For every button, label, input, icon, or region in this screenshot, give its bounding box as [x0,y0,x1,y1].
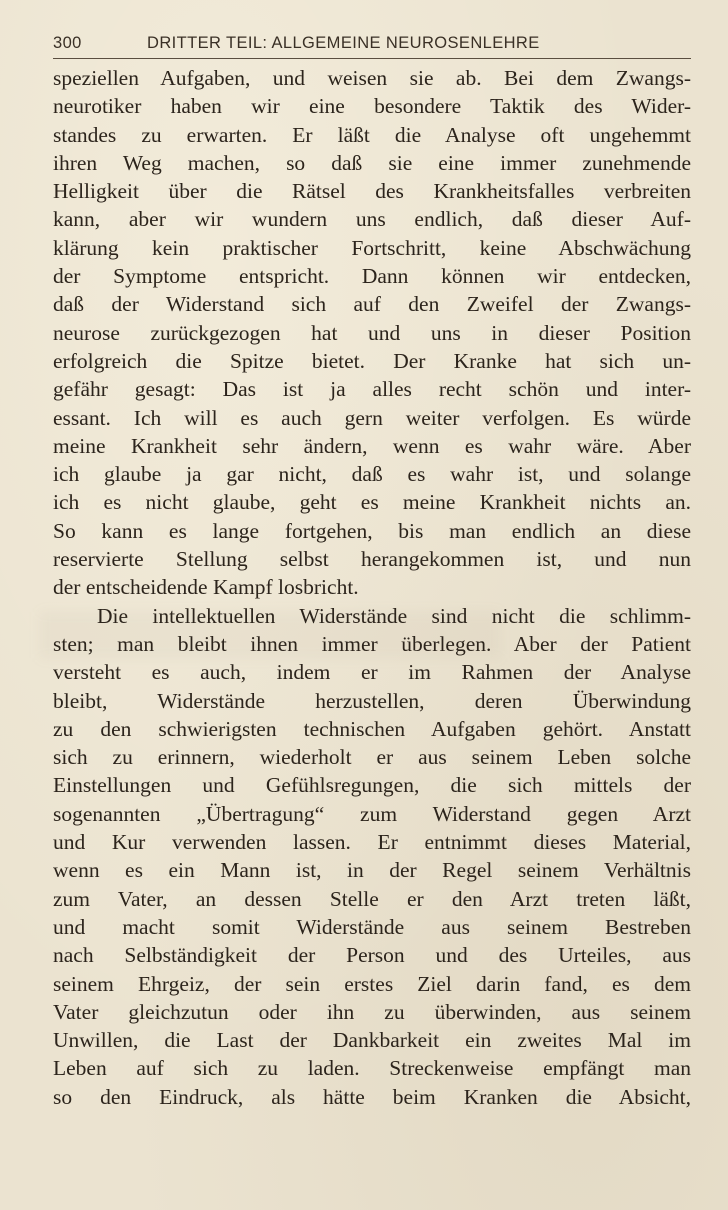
text-line: kann, aber wir wundern uns endlich, daß dieser Auf- [53,207,691,232]
paragraph [53,64,691,602]
text-line: daß der Widerstand sich auf den Zweifel der Zwangs- [53,292,691,317]
text-line: reservierte Stellung selbst herangekommen ist, und nun [53,547,691,572]
text-line: Vater gleichzutun oder ihn zu überwinden, aus seinem [53,999,691,1024]
text-line: So kann es lange fortgehen, bis man endlich an diese [53,518,691,543]
text-line: der Symptome entspricht. Dann können wir entdecken, [53,264,691,289]
text-line: zum Vater, an dessen Stelle er den Arzt treten läßt, [53,886,691,911]
paragraph [53,602,691,1111]
text-line: klärung kein praktischer Fortschritt, keine Abschwächung [53,235,691,260]
text-line: sten; man bleibt ihnen immer überlegen. Aber der Patient [53,631,691,656]
text-line: und Kur verwenden lassen. Er entnimmt dieses Material, [53,830,691,855]
text-line: sogenannten „Übertragung“ zum Widerstand gegen Arzt [53,801,691,826]
text-line: so den Eindruck, als hätte beim Kranken die Absicht, [53,1084,691,1109]
text-line: neurose zurückgezogen hat und uns in dieser Position [53,320,691,345]
text-line: meine Krankheit sehr ändern, wenn es wahr wäre. Aber [53,433,691,458]
running-title: DRITTER TEIL: ALLGEMEINE NEUROSENLEHRE [147,34,540,52]
header-rule [53,58,691,59]
text-line: der entscheidende Kampf losbricht. [53,575,359,600]
text-line: ich es nicht glaube, geht es meine Krankheit nichts an. [53,490,691,515]
text-line: Einstellungen und Gefühlsregungen, die sich mittels der [53,773,691,798]
text-line: zu den schwierigsten technischen Aufgaben gehört. Anstatt [53,716,691,741]
text-line: essant. Ich will es auch gern weiter verfolgen. Es würde [53,405,691,430]
running-header [53,34,691,56]
body-text [53,64,691,1111]
text-line: bleibt, Widerstände herzustellen, deren Überwindung [53,688,691,713]
text-line: gefähr gesagt: Das ist ja alles recht schön und inter- [53,377,691,402]
text-line: Die intellektuellen Widerstände sind nicht die schlimm- [97,603,691,628]
text-line: speziellen Aufgaben, und weisen sie ab. Bei dem Zwangs- [53,66,691,90]
text-line: ihren Weg machen, so daß sie eine immer zunehmende [53,150,691,175]
text-line: Helligkeit über die Rätsel des Krankheitsfalles verbreiten [53,179,691,204]
text-line: ich glaube ja gar nicht, daß es wahr ist, und solange [53,462,691,487]
text-line: versteht es auch, indem er im Rahmen der Analyse [53,660,691,685]
text-line: nach Selbständigkeit der Person und des Urteiles, aus [53,943,691,968]
text-line: standes zu erwarten. Er läßt die Analyse oft ungehemmt [53,122,691,147]
text-line: Leben auf sich zu laden. Streckenweise empfängt man [53,1056,691,1081]
text-line: sich zu erinnern, wiederholt er aus seinem Leben solche [53,745,691,770]
text-line: und macht somit Widerstände aus seinem Bestreben [53,914,691,939]
text-line: Unwillen, die Last der Dankbarkeit ein zweites Mal im [53,1028,691,1053]
text-line: seinem Ehrgeiz, der sein erstes Ziel darin fand, es dem [53,971,691,996]
text-line: erfolgreich die Spitze bietet. Der Kranke hat sich un- [53,348,691,373]
page-number: 300 [53,34,82,52]
text-line: wenn es ein Mann ist, in der Regel seinem Verhältnis [53,858,691,883]
text-line: neurotiker haben wir eine besondere Taktik des Wider- [53,94,691,119]
